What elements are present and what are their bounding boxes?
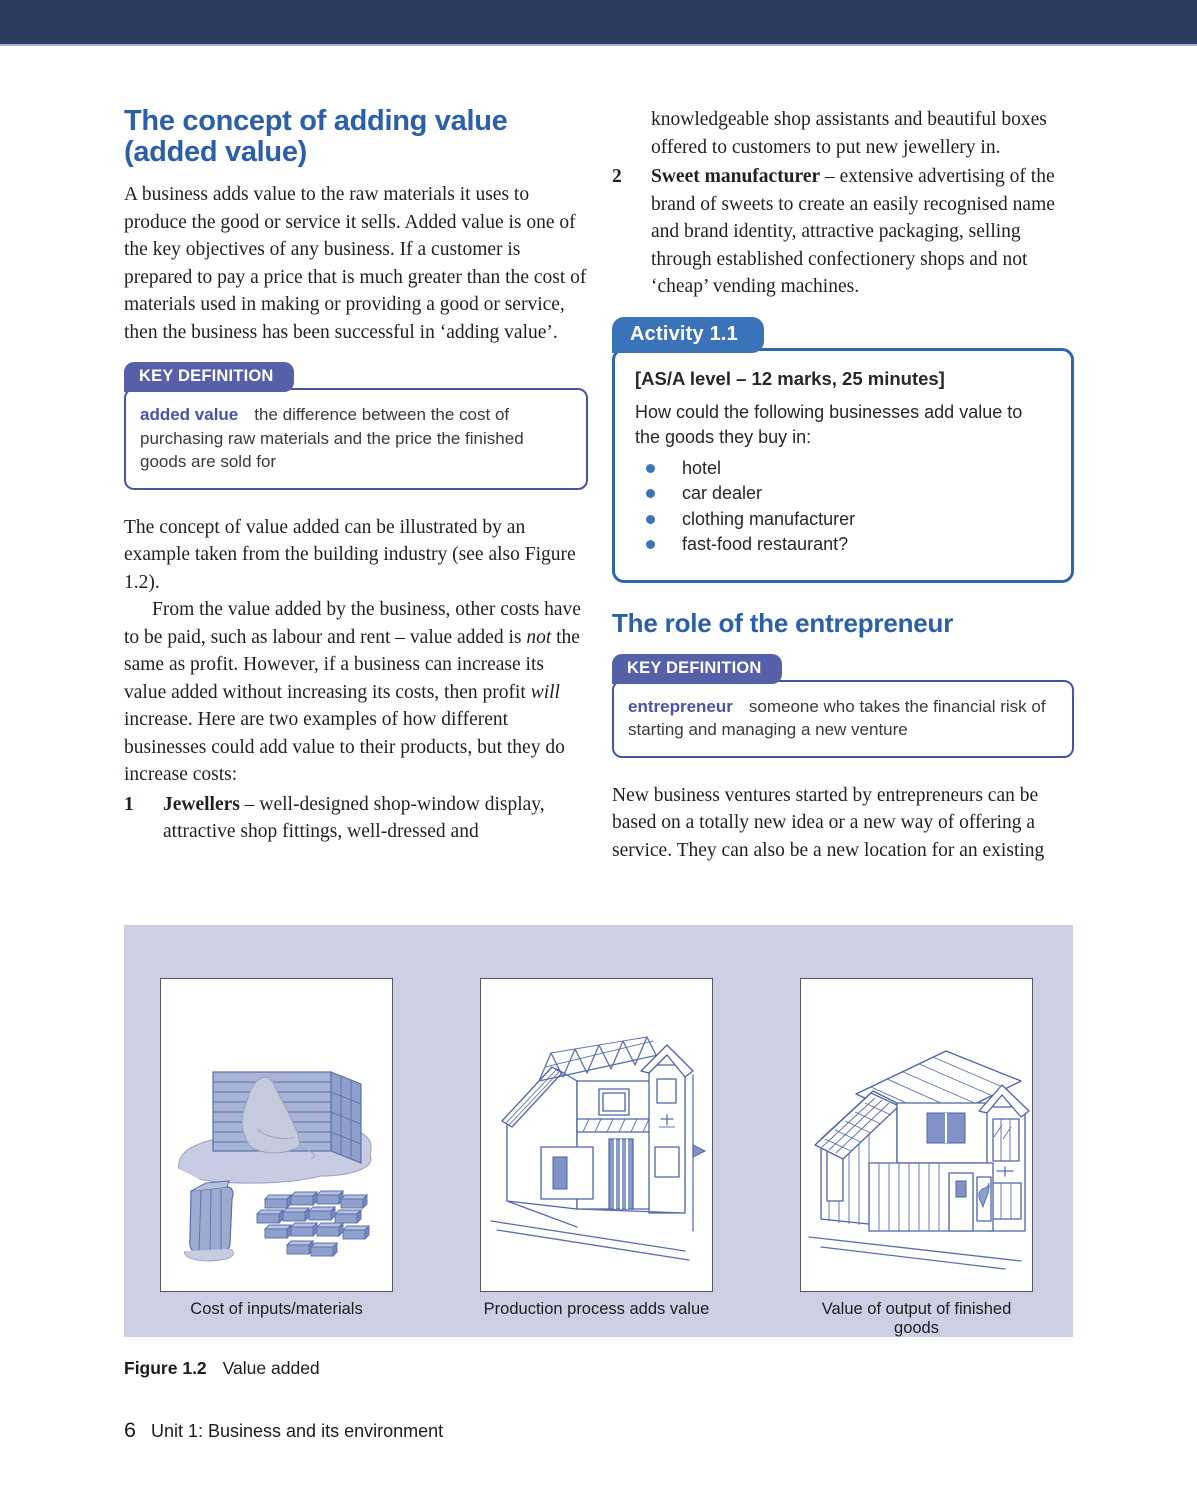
- key-definition-tab: KEY DEFINITION: [612, 654, 782, 684]
- construction-illustration: [481, 979, 711, 1290]
- list-item: [635, 481, 1051, 507]
- activity-prompt: How could the following businesses add value to the goods they buy in:: [635, 401, 1023, 447]
- page-number: 6: [124, 1418, 136, 1442]
- figure-caption-process: Production process adds value: [483, 1300, 710, 1318]
- item-text: [651, 163, 1074, 301]
- key-definition-tab: KEY DEFINITION: [124, 362, 294, 392]
- activity-body: [612, 348, 1074, 583]
- section-heading-entrepreneur: The role of the entrepreneur: [612, 607, 954, 638]
- numbered-item-jewellers: [124, 791, 588, 846]
- heading-line-1: The concept of adding value: [124, 105, 508, 137]
- section-heading-adding-value: [124, 106, 588, 168]
- body-paragraph: New business ventures started by entrepreneurs can be based on a totally new idea or a new way of offering a service. They can also be a new location for an existing: [612, 784, 1045, 861]
- figure-title: Value added: [222, 1358, 320, 1378]
- paragraph-fragment: – well-designed shop-window display, attractive shop fittings, well-dressed and: [163, 793, 545, 842]
- finished-house-illustration-frame: [800, 978, 1033, 1292]
- numbered-item-sweet-manufacturer: [612, 163, 1074, 301]
- figure-caption-inputs: Cost of inputs/materials: [190, 1300, 363, 1318]
- materials-illustration-frame: [160, 978, 393, 1292]
- figure-1-2-panel: [124, 925, 1073, 1337]
- key-definition-box-entrepreneur: [612, 654, 1074, 758]
- left-column: [124, 106, 588, 846]
- bullet-text: clothing manufacturer: [682, 508, 856, 529]
- emphasis-word: not: [526, 626, 552, 648]
- definition-term: added value: [140, 405, 239, 424]
- item-lead: Sweet manufacturer: [651, 166, 821, 187]
- bullet-text: fast-food restaurant?: [682, 534, 849, 554]
- item-text: [163, 791, 588, 846]
- paragraph-fragment: increase. Here are two examples of how different businesses could add value to their products, but they do increase costs:: [124, 709, 565, 785]
- body-paragraph: [124, 596, 588, 789]
- key-definition-box-added-value: [124, 362, 588, 490]
- activity-tab: Activity 1.1: [612, 317, 764, 353]
- figure-caption-output: Value of output of finished goods: [821, 1300, 1012, 1337]
- figure-number: Figure 1.2: [124, 1358, 207, 1378]
- bullet-text: hotel: [682, 457, 722, 478]
- finished-house-illustration: [801, 979, 1031, 1290]
- bullet-icon: [646, 515, 655, 524]
- item-number: 1: [124, 793, 134, 815]
- materials-illustration: [161, 979, 391, 1290]
- bullet-icon: [646, 489, 655, 498]
- paragraph-fragment: the same as profit. However, if a business can increase its value added without increasing its costs, then profit: [124, 626, 580, 703]
- heading-line-2: (added value): [124, 136, 308, 168]
- definition-term: entrepreneur: [628, 696, 733, 716]
- right-column: [612, 106, 1074, 864]
- list-item: [635, 507, 1051, 533]
- key-definition-body: [124, 388, 588, 490]
- item-number: 2: [612, 166, 622, 187]
- bullet-icon: [646, 464, 655, 473]
- construction-illustration-frame: [480, 978, 713, 1292]
- paragraph-fragment: From the value added by the business, other costs have to be paid, such as labour and rent – value added is: [124, 599, 581, 648]
- body-paragraph: The concept of value added can be illustrated by an example taken from the building industry (see also Figure 1.2).: [124, 516, 576, 593]
- page-header-band: [0, 0, 1197, 46]
- item-lead: Jewellers: [163, 793, 240, 815]
- activity-level-line: [AS/A level – 12 marks, 25 minutes]: [635, 367, 945, 389]
- list-item: [635, 456, 1051, 482]
- bullet-icon: [646, 540, 655, 549]
- item-continuation: knowledgeable shop assistants and beautiful boxes offered to customers to put new jewellery in.: [651, 109, 1047, 158]
- body-paragraph: A business adds value to the raw materials it uses to produce the good or service it sells. Added value is one of the key objectives of any business. If a customer is prepared to pay a price that is much greater than the cost of materials used in making or providing a good or service, then the business has been successful in ‘adding value’.: [124, 184, 587, 343]
- activity-box: [612, 317, 1074, 583]
- figure-label-line: [124, 1358, 320, 1379]
- emphasis-word: will: [530, 681, 560, 703]
- footer-text: Unit 1: Business and its environment: [150, 1421, 444, 1441]
- definition-text: the difference between the cost of purchasing raw materials and the price the finished goods are sold for: [140, 405, 524, 471]
- list-item: [635, 532, 1051, 558]
- page-footer: [124, 1418, 443, 1443]
- activity-bullet-list: [635, 456, 1051, 558]
- bullet-text: car dealer: [682, 483, 763, 503]
- paragraph-fragment: – extensive advertising of the brand of sweets to create an easily recognised name and brand identity, attractive packaging, selling through established confectionery shops and not ‘cheap’ vending machines.: [651, 166, 1055, 297]
- definition-text: someone who takes the financial risk of starting and managing a new venture: [628, 696, 1046, 739]
- key-definition-body: [612, 680, 1074, 758]
